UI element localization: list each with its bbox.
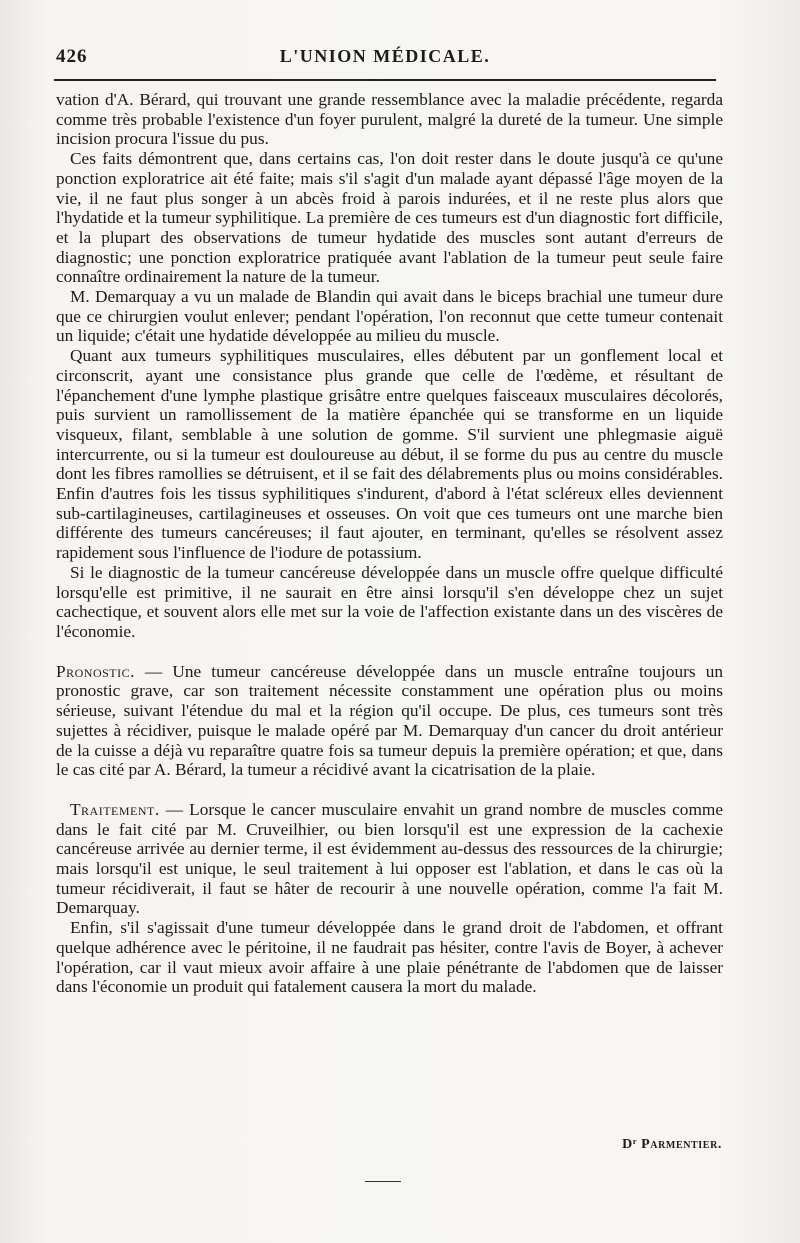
author-signature [622, 1137, 722, 1153]
paragraph-4: Quant aux tumeurs syphilitiques musculaires, elles débutent par un gonflement local et circonscrit, ayant une consistance plus grande que celle de l'œdème, et résultant de l'épanchement d'une lymphe plastique grisâtre entre quelques faisceaux musculaires décolorés, puis survient un ramollissement de la matière épanchée qui se transforme en un liquide visqueux, filant, semblable à une solution de gomme. S'il survient une phlegmasie aiguë intercurrente, ou si la tumeur est douloureuse au début, il se forme du pus au centre du muscle dont les fibres ramollies se détruisent, et il se fait des délabrements plus ou moins considérables. Enfin d'autres fois les tissus syphilitiques s'indurent, d'abord à l'état scléreux elles deviennent sub-cartilagineuses, cartilagineuses et osseuses. On voit que ces tumeurs ont une marche bien différente des tumeurs cancéreuses; il faut ajouter, en terminant, qu'elles se résolvent assez rapidement sous l'influence de l'iodure de potassium. [56, 346, 723, 563]
section-heading-traitement: Traitement. [70, 799, 160, 819]
page-header [56, 46, 714, 76]
paragraph-5: Si le diagnostic de la tumeur cancéreuse développée dans un muscle offre quelque difficulté lorsqu'elle est primitive, il ne saurait en être ainsi lorsqu'il s'en développe chez un sujet cachectique, et souvent alors elle met sur la voie de l'affection existante dans un des viscères de l'économie. [56, 562, 723, 641]
end-rule [365, 1181, 401, 1182]
paragraph-2: Ces faits démontrent que, dans certains cas, l'on doit rester dans le doute jusqu'à ce qu'une ponction exploratrice ait été faite; mais s'il s'agit d'un malade ayant dépassé l'âge moyen de la vie, il ne faut plus songer à un abcès froid à parois indurées, et il ne reste plus alors que l'hydatide et la tumeur syphilitique. La première de ces tumeurs est d'un diagnostic fort difficile, et la plupart des observations de tumeur hydatide des muscles sont autant d'erreurs de diagnostic; une ponction exploratrice pratiquée avant l'ablation de la tumeur peut seule faire connaître ordinairement la nature de la tumeur. [56, 149, 723, 287]
paragraph-1: vation d'A. Bérard, qui trouvant une grande ressemblance avec la maladie précédente, regarda comme très probable l'existence d'un foyer purulent, malgré la dureté de la tumeur. Une simple incision procura l'issue du pus. [56, 90, 723, 149]
header-rule [54, 79, 716, 81]
signature-title: Dʳ [622, 1137, 637, 1152]
paragraph-pronostic-text: — Une tumeur cancéreuse développée dans un muscle entraîne toujours un pronostic grave, car son traitement nécessite constamment une opération plus ou moins sérieuse, suivant l'étendue du mal et la région qu'il occupe. De plus, ces tumeurs sont très sujettes à récidiver, puisque le malade opéré par M. Demarquay d'un cancer du droit antérieur de la cuisse a déjà vu reparaître quatre fois sa tumeur depuis la première opération; et que, dans le cas cité par A. Bérard, la tumeur a récidivé avant la cicatrisation de la plaie. [56, 661, 723, 780]
paragraph-pronostic [56, 662, 723, 780]
running-title: L'UNION MÉDICALE. [279, 46, 491, 66]
paragraph-traitement-text: — Lorsque le cancer musculaire envahit un grand nombre de muscles comme dans le fait cité par M. Cruveilhier, ou bien lorsqu'il est une expression de la cachexie cancéreuse arrivée au dernier terme, il est évidemment au-dessus des ressources de la chirurgie; mais lorsqu'il est unique, le seul traitement à lui opposer est l'ablation, et dans le cas où la tumeur récidiverait, il faut se hâter de recourir à une nouvelle opération, comme l'a fait M. Demarquay. [56, 799, 723, 918]
article-body [56, 90, 723, 997]
paragraph-traitement [56, 800, 723, 918]
paragraph-3: M. Demarquay a vu un malade de Blandin qui avait dans le biceps brachial une tumeur dure que ce chirurgien voulut enlever; pendant l'opération, l'on reconnut que cette tumeur contenait un liquide; c'était une hydatide développée au milieu du muscle. [56, 287, 723, 346]
paragraph-8: Enfin, s'il s'agissait d'une tumeur développée dans le grand droit de l'abdomen, et offrant quelque adhérence avec le péritoine, il ne faudrait pas hésiter, contre l'avis de Boyer, à achever l'opération, car il vaut mieux avoir affaire à une plaie pénétrante de l'abdomen que de laisser dans l'économie un produit qui fatalement causera la mort du malade. [56, 918, 723, 997]
signature-name: Parmentier. [641, 1137, 722, 1152]
section-heading-pronostic: Pronostic. [56, 661, 135, 681]
page-number: 426 [56, 46, 88, 67]
